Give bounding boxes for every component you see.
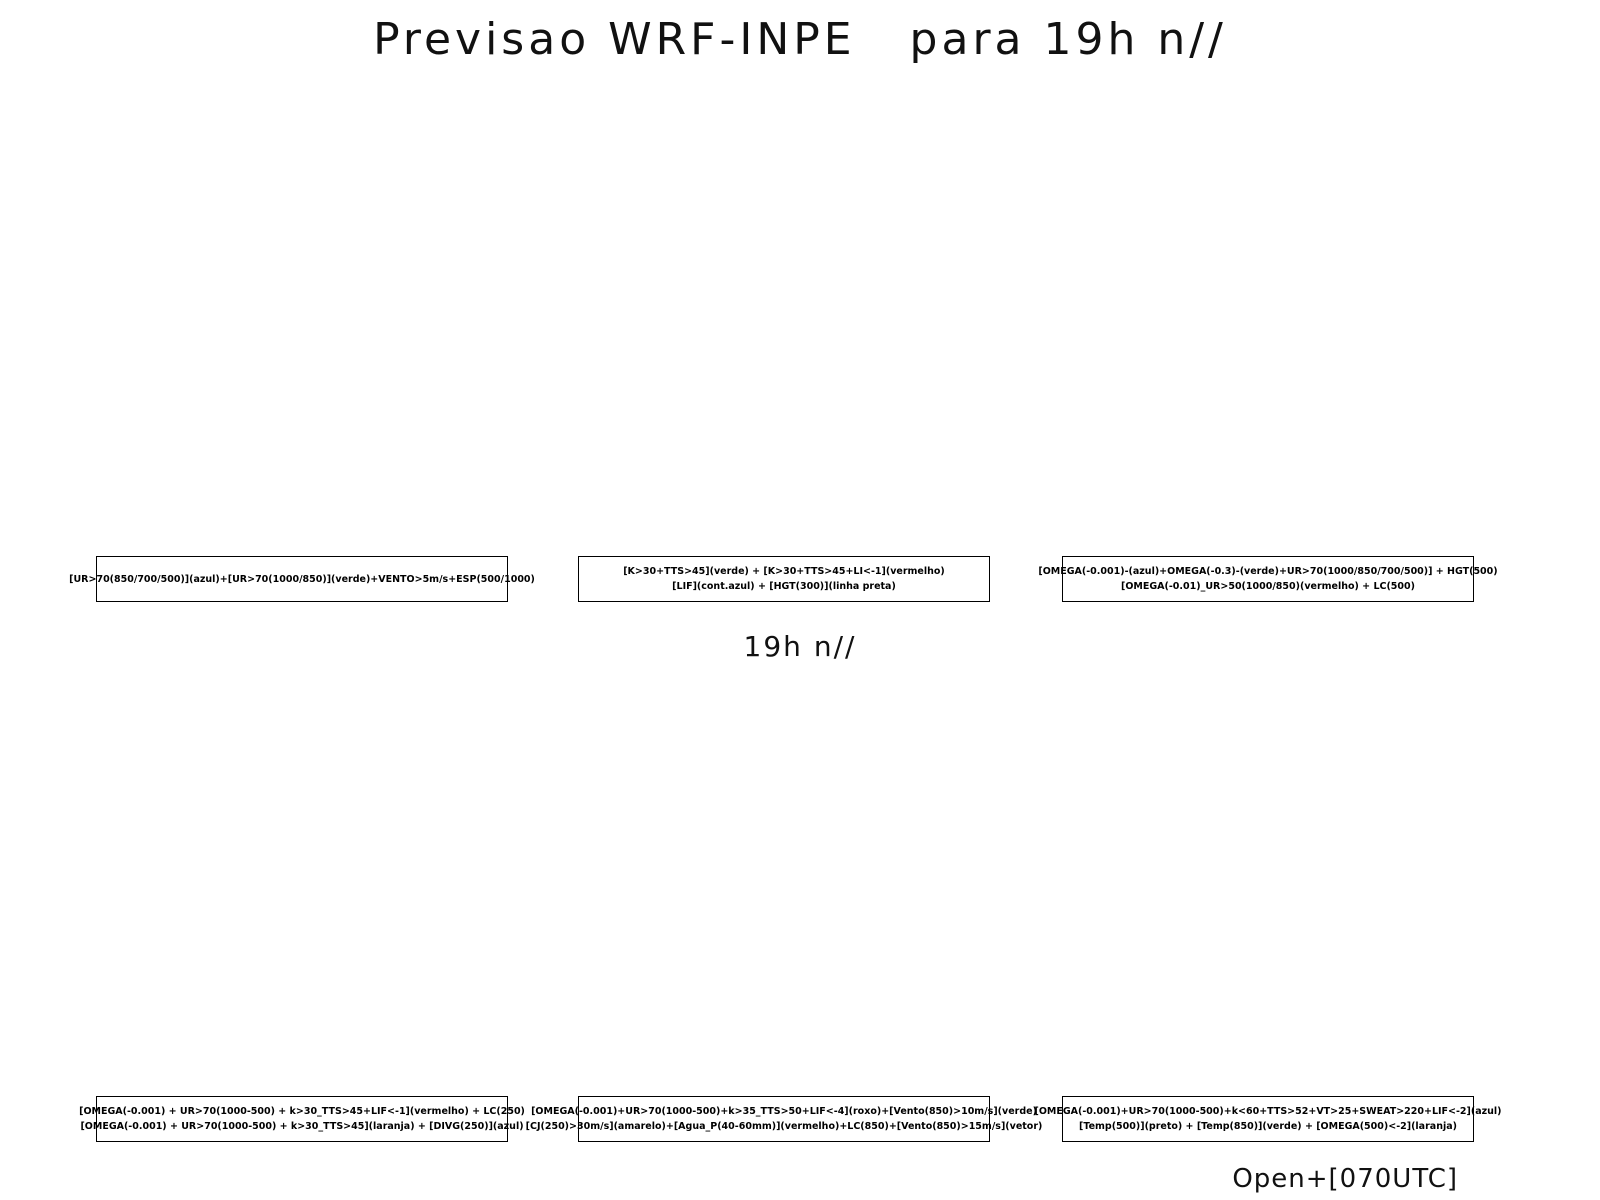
legend-box-bottom-left <box>79 1096 525 1142</box>
legend-line: [LIF](cont.azul) + [HGT(300)](linha preta) <box>672 581 896 592</box>
page-title: Previsao WRF-INPE para 19h n// <box>373 14 1227 65</box>
legend-box-bottom-mid <box>525 1096 1043 1142</box>
footer-label: Open+[070UTC] <box>1232 1164 1458 1194</box>
legend-box-top-right <box>1038 556 1498 602</box>
legend-line: [OMEGA(-0.001)+UR>70(1000-500)+k<60+TTS>52+VT>25+SWEAT>220+LIF<-2](azul) <box>1034 1106 1502 1117</box>
legend-line: [OMEGA(-0.001)+UR>70(1000-500)+k>35_TTS>50+LIF<-4](roxo)+[Vento(850)>10m/s](verde) <box>531 1106 1037 1117</box>
legend-line: [OMEGA(-0.001) + UR>70(1000-500) + k>30_TTS>45](laranja) + [DIVG(250)](azul) <box>80 1121 524 1132</box>
legend-line: [Temp(500)](preto) + [Temp(850)](verde) + [OMEGA(500)<-2](laranja) <box>1079 1121 1457 1132</box>
legend-line: [OMEGA(-0.001) + UR>70(1000-500) + k>30_TTS>45+LIF<-1](vermelho) + LC(250) <box>79 1106 525 1117</box>
legend-line: [K>30+TTS>45](verde) + [K>30+TTS>45+LI<-1](vermelho) <box>623 566 945 577</box>
mid-caption: 19h n// <box>743 630 857 663</box>
legend-line: [OMEGA(-0.001)-(azul)+OMEGA(-0.3)-(verde)+UR>70(1000/850/700/500)] + HGT(500) <box>1038 566 1498 577</box>
legend-box-top-left <box>69 556 535 602</box>
legend-line: [CJ(250)>30m/s](amarelo)+[Agua_P(40-60mm)](vermelho)+LC(850)+[Vento(850)>15m/s](vetor) <box>525 1121 1043 1132</box>
legend-line: [OMEGA(-0.01)_UR>50(1000/850)(vermelho) + LC(500) <box>1121 581 1415 592</box>
legend-box-top-mid <box>578 556 990 602</box>
legend-box-bottom-right <box>1034 1096 1502 1142</box>
legend-line: [UR>70(850/700/500)](azul)+[UR>70(1000/850)](verde)+VENTO>5m/s+ESP(500/1000) <box>69 573 535 585</box>
